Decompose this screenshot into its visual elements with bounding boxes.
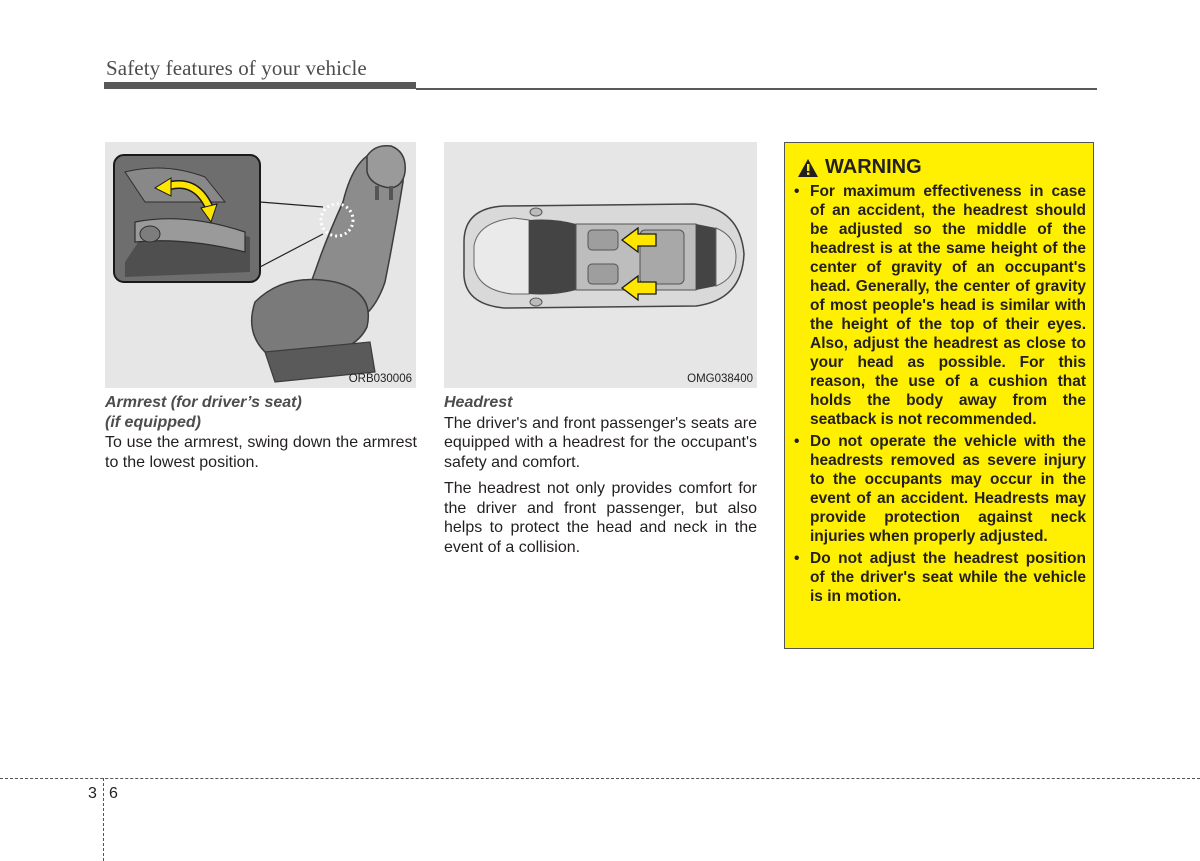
header-rule-thin <box>416 88 1097 90</box>
armrest-section <box>105 393 417 472</box>
figure-code-seat: ORB030006 <box>348 373 412 385</box>
footer-dashed-divider <box>103 778 104 861</box>
headrest-subhead: Headrest <box>444 394 513 411</box>
headrest-paragraph-1: The driver's and front passenger's seats are equipped with a headrest for the occupant's safety and comfort. <box>444 414 757 471</box>
chapter-number: 3 <box>88 785 97 802</box>
headrest-car-illustration <box>444 142 757 388</box>
page-header-title: Safety features of your vehicle <box>106 56 367 80</box>
headrest-paragraph-2: The headrest not only provides comfort for the driver and front passenger, but also helps to protect the head and neck in the event of a collision. <box>444 480 757 556</box>
warning-title: WARNING <box>825 156 922 178</box>
car-top-view-drawing <box>444 142 757 388</box>
footer-dashed-rule <box>0 778 1200 779</box>
header-rule-thick <box>104 82 416 89</box>
armrest-subhead-line2: (if equipped) <box>105 413 201 431</box>
warning-item: • For maximum effectiveness in case of an accident, the headrest should be adjusted so the middle of the headrest is at the same height of the center of gravity of an occupant's head. Generally, the center of gravity of most people's head is similar with the height of the top of their eyes. Also, adjust the headrest as close to your head as possible. For this reason, the use of a cushion that holds the body away from the seatback is not recommended. <box>794 182 1086 429</box>
warning-box <box>784 142 1094 649</box>
figure-code-car: OMG038400 <box>687 373 753 385</box>
warning-item: • Do not adjust the headrest position of the driver's seat while the vehicle is in motion. <box>794 549 1086 606</box>
page-number: 6 <box>109 785 118 802</box>
warning-heading <box>797 156 922 179</box>
warning-item: • Do not operate the vehicle with the headrests removed as severe injury to the occupants may occur in the event of an accident. Headrests may provide protection against neck injuries when properly adjusted. <box>794 432 1086 546</box>
headrest-section <box>444 393 757 557</box>
warning-list <box>794 182 1086 609</box>
seat-drawing <box>105 142 416 388</box>
armrest-subhead-line1: Armrest (for driver’s seat) <box>105 394 302 411</box>
armrest-seat-illustration <box>105 142 416 388</box>
warning-triangle-icon <box>797 158 819 178</box>
armrest-paragraph: To use the armrest, swing down the armrest to the lowest position. <box>105 434 417 471</box>
